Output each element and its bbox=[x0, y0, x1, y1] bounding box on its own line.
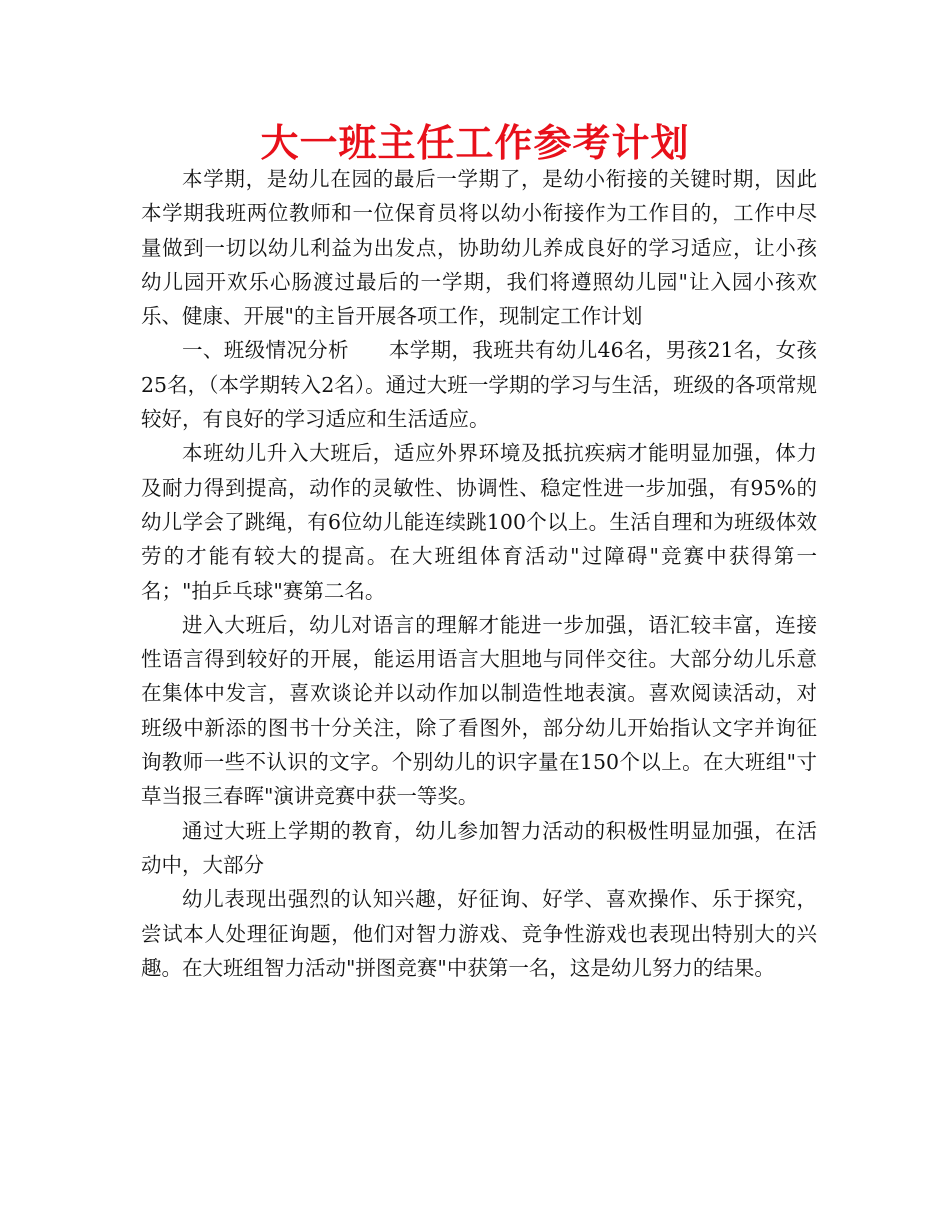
paragraph-class-overview bbox=[141, 333, 817, 436]
section-heading: 一、班级情况分析 bbox=[182, 338, 349, 363]
paragraph-physical: 本班幼儿升入大班后，适应外界环境及抵抗疾病才能明显加强，体力及耐力得到提高，动作的灵敏性、协调性、稳定性进一步加强，有95%的幼儿学会了跳绳，有6位幼儿能连续跳100个以上。生活自理和为班级体效劳的才能有较大的提高。在大班组体育活动"过障碍"竞赛中获得第一名；"拍乒乓球"赛第二名。 bbox=[141, 441, 817, 603]
document-body bbox=[141, 162, 817, 985]
paragraph-language: 进入大班后，幼儿对语言的理解才能进一步加强，语汇较丰富，连接性语言得到较好的开展，能运用语言大胆地与同伴交往。大部分幼儿乐意在集体中发言，喜欢谈论并以动作加以制造性地表演。喜欢阅读活动，对班级中新添的图书十分关注，除了看图外，部分幼儿开始指认文字并询征询教师一些不认识的文字。个别幼儿的识字量在150个以上。在大班组"寸草当报三春晖"演讲竞赛中获一等奖。 bbox=[141, 612, 817, 809]
paragraph-intellect: 通过大班上学期的教育，幼儿参加智力活动的积极性明显加强，在活动中，大部分 bbox=[141, 818, 817, 877]
document-title: 大一班主任工作参考计划 bbox=[260, 121, 690, 165]
paragraph-class-overview-text: 本学期，我班共有幼儿46名，男孩21名，女孩25名，（本学期转入2名）。通过大班一学期的学习与生活，班级的各项常规较好，有良好的学习适应和生活适应。 bbox=[141, 338, 818, 432]
paragraph-interest: 幼儿表现出强烈的认知兴趣，好征询、好学、喜欢操作、乐于探究，尝试本人处理征询题，他们对智力游戏、竞争性游戏也表现出特别大的兴趣。在大班组智力活动"拼图竞赛"中获第一名，这是幼儿努力的结果。 bbox=[141, 887, 817, 980]
paragraph-intro: 本学期，是幼儿在园的最后一学期了，是幼小衔接的关键时期，因此本学期我班两位教师和一位保育员将以幼小衔接作为工作目的，工作中尽量做到一切以幼儿利益为出发点，协助幼儿养成良好的学习适应，让小孩幼儿园开欢乐心肠渡过最后的一学期，我们将遵照幼儿园"让入园小孩欢乐、健康、开展"的主旨开展各项工作，现制定工作计划 bbox=[141, 167, 817, 329]
